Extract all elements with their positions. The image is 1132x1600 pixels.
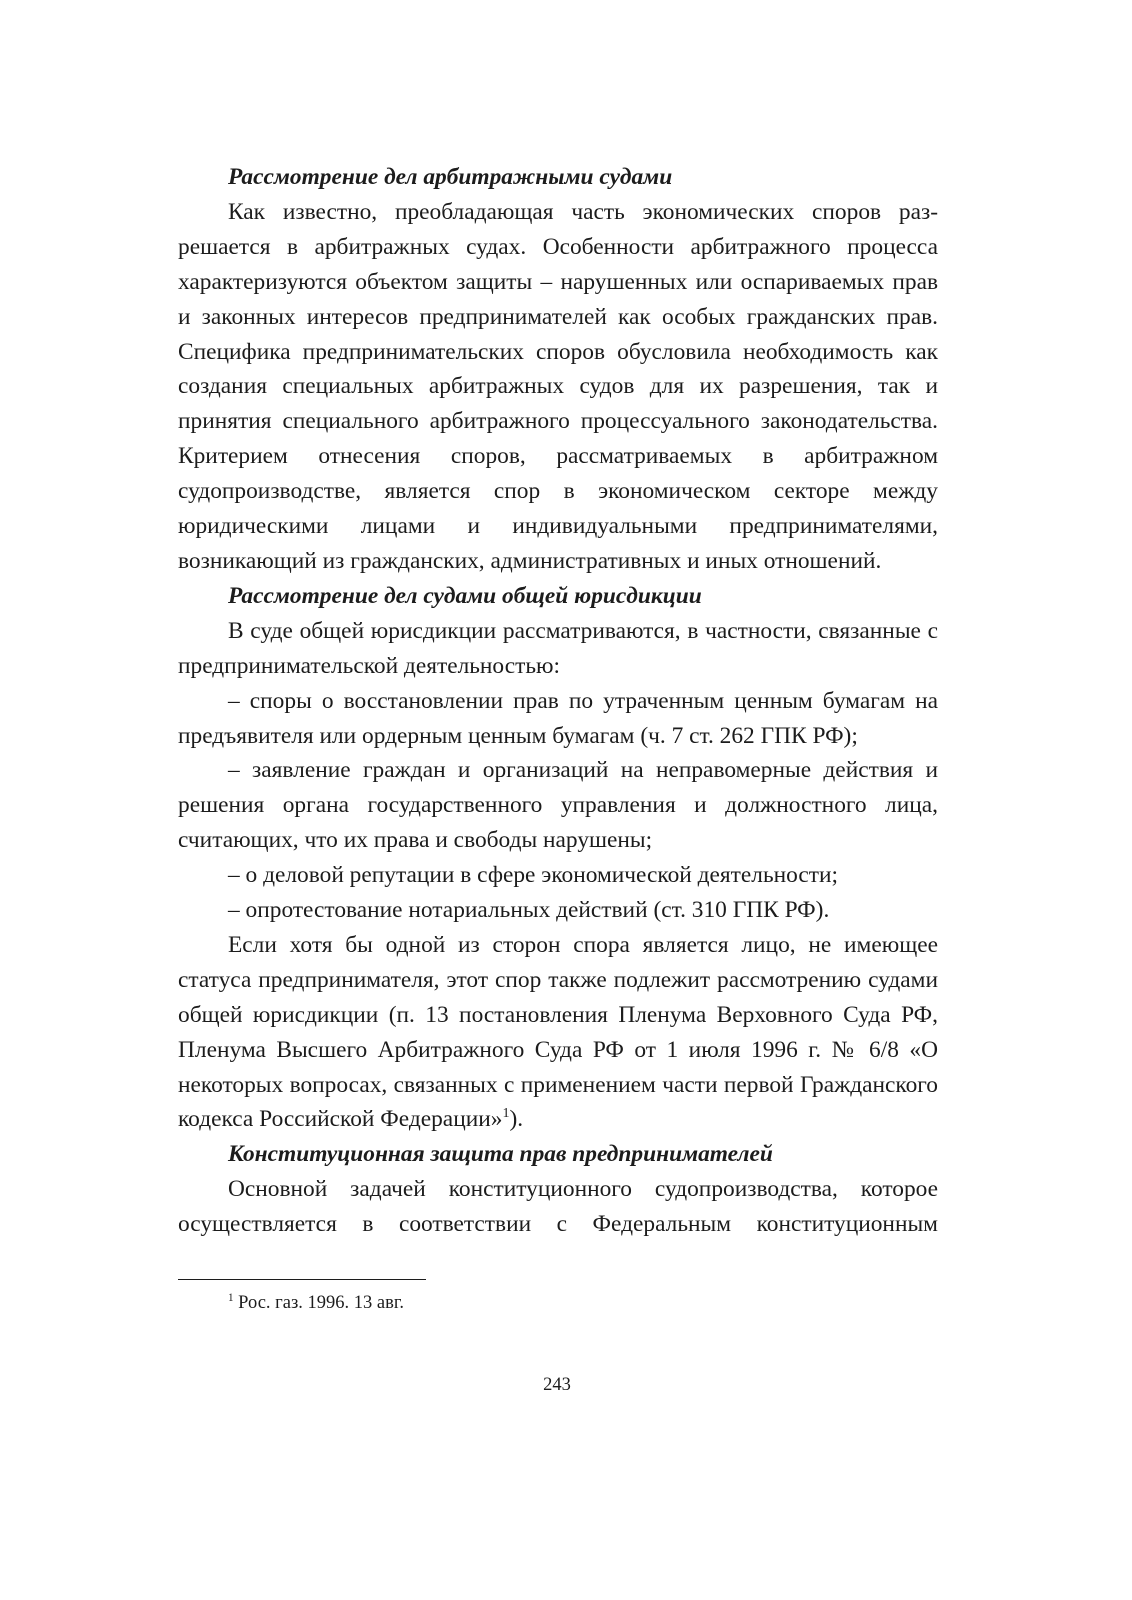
list-item: – заявление граждан и организаций на неправомерные действия и решения органа государственного управления и должностного лица, считающих, что их права и свободы нарушены;: [178, 757, 938, 854]
footnote-mark: 1: [228, 1291, 234, 1304]
paragraph: Как известно, преобладающая часть экономических споров разрешается в арбитражных судах. Особенности арбитражного процесса характеризуются объектом защиты – нарушенных или оспариваемых прав и законных интересов предпринимателей как особых гражданских прав. Специфика предпринимательских споров обусловила необходимость как создания специальных арбитражных судов для их разрешения, так и принятия специального арбитражного процессуального законодательства. Критерием отнесения споров, рассматриваемых в арбитражном судопроизводстве, является спор в экономическом секторе между юридическими лицами и индивидуальными предпринимателями, возникающий из гражданских, административных и иных отношений.: [178, 198, 938, 574]
list-item: – споры о восстановлении прав по утраченным ценным бумагам на предъявителя или ордерным ценным бумагам (ч. 7 ст. 262 ГПК РФ);: [178, 687, 938, 749]
list-item: – опротестование нотариальных действий (ст. 310 ГПК РФ).: [228, 897, 830, 924]
footnote: [228, 1290, 404, 1316]
footnote-reference[interactable]: 1: [502, 1105, 510, 1122]
paragraph: В суде общей юрисдикции рассматриваются, в частности, связанные с предпринимательской деятельностью:: [178, 617, 938, 679]
section-heading: Рассмотрение дел судами общей юрисдикции: [228, 582, 702, 609]
section-heading: Конституционная защита прав предпринимателей: [228, 1141, 773, 1168]
paragraph-text-end: ).: [509, 1106, 524, 1133]
page-number: 243: [543, 1375, 571, 1395]
paragraph-text: Если хотя бы одной из сторон спора является лицо, не имеющее статуса предпринимателя, этот спор также подлежит рассмотрению судами общей юрисдикции (п. 13 постановления Пленума Верховного Суда РФ, Пленума Высшего Арбитражного Суда РФ от 1 июля 1996 г. № 6/8 «О некоторых вопросах, связанных с применением части первой Гражданского кодекса Российской Федерации»: [178, 931, 938, 1133]
main-text: [178, 160, 938, 1242]
paragraph: Основной задачей конституционного судопроизводства, которое осуществляется в соответствии с Федеральным конституционным: [178, 1176, 938, 1238]
paragraph: [178, 928, 938, 1137]
footnote-separator: [178, 1279, 426, 1280]
list-item: – о деловой репутации в сфере экономической деятельности;: [228, 862, 839, 889]
footnote-text: Рос. газ. 1996. 13 авг.: [233, 1293, 404, 1313]
section-heading: Рассмотрение дел арбитражными судами: [228, 164, 673, 190]
